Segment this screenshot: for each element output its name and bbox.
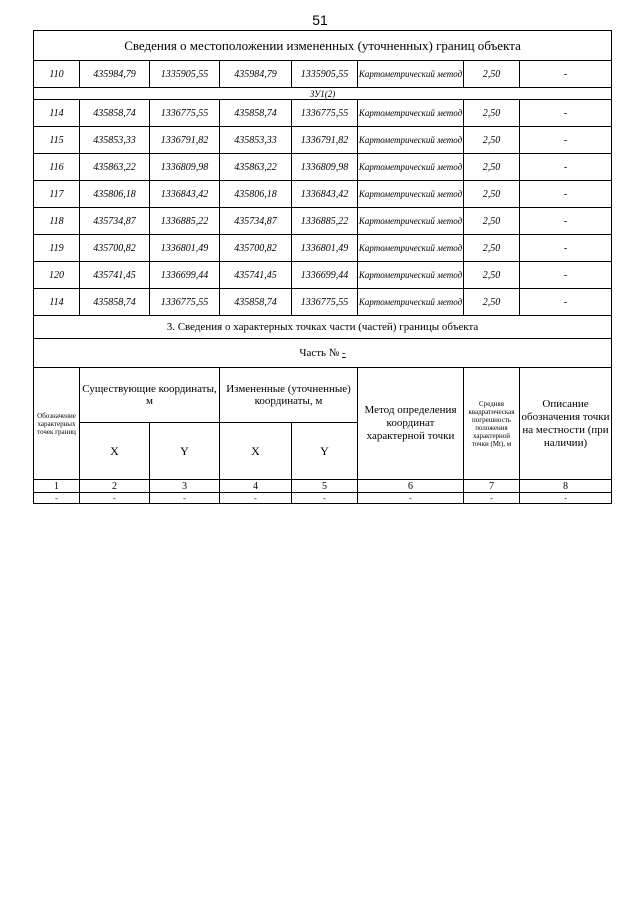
table-row (34, 61, 612, 88)
empty-cell: - (358, 493, 464, 504)
existing-x-cell: 435853,33 (80, 127, 150, 154)
description-cell: - (520, 61, 612, 88)
parcel-label-row (34, 88, 612, 100)
column-number: 6 (358, 480, 464, 493)
column-number: 1 (34, 480, 80, 493)
method-cell: Картометрический метод (358, 100, 464, 127)
existing-y-cell: 1336801,49 (150, 235, 220, 262)
section-title: Сведения о местоположении измененных (уточненных) границ объекта (34, 31, 612, 61)
point-number-cell: 110 (34, 61, 80, 88)
coordinates-table (33, 30, 612, 504)
header-existing-coords: Существующие координаты, м (80, 368, 220, 423)
table-row (34, 181, 612, 208)
changed-x-cell: 435853,33 (220, 127, 292, 154)
mt-cell: 2,50 (464, 262, 520, 289)
existing-x-cell: 435858,74 (80, 289, 150, 316)
changed-x-cell: 435734,87 (220, 208, 292, 235)
empty-cell: - (150, 493, 220, 504)
existing-y-cell: 1336843,42 (150, 181, 220, 208)
point-number-cell: 115 (34, 127, 80, 154)
table-row (34, 235, 612, 262)
header-mt: Средняя квадратическая погрешность положения характерной точки (Mt), м (464, 368, 520, 480)
description-cell: - (520, 262, 612, 289)
mt-cell: 2,50 (464, 208, 520, 235)
section3-title: 3. Сведения о характерных точках части (частей) границы объекта (34, 316, 612, 339)
table-row (34, 154, 612, 181)
header-method: Метод определения координат характерной точки (358, 368, 464, 480)
existing-x-cell: 435806,18 (80, 181, 150, 208)
column-number: 2 (80, 480, 150, 493)
table-row (34, 208, 612, 235)
method-cell: Картометрический метод (358, 235, 464, 262)
method-cell: Картометрический метод (358, 127, 464, 154)
empty-cell: - (292, 493, 358, 504)
method-cell: Картометрический метод (358, 61, 464, 88)
empty-cell: - (220, 493, 292, 504)
description-cell: - (520, 181, 612, 208)
empty-cell: - (34, 493, 80, 504)
existing-x-cell: 435741,45 (80, 262, 150, 289)
method-cell: Картометрический метод (358, 181, 464, 208)
changed-y-cell: 1336885,22 (292, 208, 358, 235)
point-number-cell: 114 (34, 100, 80, 127)
column-number: 8 (520, 480, 612, 493)
description-cell: - (520, 154, 612, 181)
changed-x-cell: 435984,79 (220, 61, 292, 88)
column-number: 5 (292, 480, 358, 493)
header-existing-y: Y (150, 423, 220, 480)
table-row (34, 127, 612, 154)
method-cell: Картометрический метод (358, 289, 464, 316)
changed-y-cell: 1336775,55 (292, 289, 358, 316)
changed-x-cell: 435858,74 (220, 100, 292, 127)
description-cell: - (520, 127, 612, 154)
method-cell: Картометрический метод (358, 262, 464, 289)
existing-x-cell: 435700,82 (80, 235, 150, 262)
changed-y-cell: 1336843,42 (292, 181, 358, 208)
empty-cell: - (464, 493, 520, 504)
changed-y-cell: 1336699,44 (292, 262, 358, 289)
mt-cell: 2,50 (464, 181, 520, 208)
existing-y-cell: 1336809,98 (150, 154, 220, 181)
point-number-cell: 114 (34, 289, 80, 316)
changed-x-cell: 435700,82 (220, 235, 292, 262)
existing-y-cell: 1336791,82 (150, 127, 220, 154)
table-row (34, 262, 612, 289)
header-changed-x: X (220, 423, 292, 480)
changed-y-cell: 1335905,55 (292, 61, 358, 88)
header-changed-y: Y (292, 423, 358, 480)
existing-x-cell: 435858,74 (80, 100, 150, 127)
existing-y-cell: 1335905,55 (150, 61, 220, 88)
existing-y-cell: 1336885,22 (150, 208, 220, 235)
mt-cell: 2,50 (464, 235, 520, 262)
method-cell: Картометрический метод (358, 208, 464, 235)
changed-x-cell: 435863,22 (220, 154, 292, 181)
page-number: 51 (312, 12, 328, 28)
mt-cell: 2,50 (464, 154, 520, 181)
part-label-cell (34, 339, 612, 368)
changed-y-cell: 1336791,82 (292, 127, 358, 154)
changed-x-cell: 435741,45 (220, 262, 292, 289)
header-existing-x: X (80, 423, 150, 480)
method-cell: Картометрический метод (358, 154, 464, 181)
changed-x-cell: 435858,74 (220, 289, 292, 316)
column-number: 4 (220, 480, 292, 493)
mt-cell: 2,50 (464, 100, 520, 127)
empty-cell: - (80, 493, 150, 504)
description-cell: - (520, 208, 612, 235)
existing-x-cell: 435984,79 (80, 61, 150, 88)
part-value: - (342, 347, 346, 359)
header-point-designation: Обозначение характерных точек границ (34, 368, 80, 480)
description-cell: - (520, 289, 612, 316)
changed-y-cell: 1336809,98 (292, 154, 358, 181)
column-number: 3 (150, 480, 220, 493)
changed-y-cell: 1336801,49 (292, 235, 358, 262)
mt-cell: 2,50 (464, 127, 520, 154)
table-row (34, 100, 612, 127)
changed-x-cell: 435806,18 (220, 181, 292, 208)
existing-y-cell: 1336775,55 (150, 289, 220, 316)
table-row (34, 493, 612, 504)
mt-cell: 2,50 (464, 289, 520, 316)
header-description: Описание обозначения точки на местности (при наличии) (520, 368, 612, 480)
description-cell: - (520, 235, 612, 262)
point-number-cell: 120 (34, 262, 80, 289)
existing-y-cell: 1336699,44 (150, 262, 220, 289)
parcel-label: ЗУ1(2) (34, 88, 612, 100)
existing-y-cell: 1336775,55 (150, 100, 220, 127)
empty-cell: - (520, 493, 612, 504)
header-changed-coords: Измененные (уточненные) координаты, м (220, 368, 358, 423)
point-number-cell: 118 (34, 208, 80, 235)
point-number-cell: 117 (34, 181, 80, 208)
column-number: 7 (464, 480, 520, 493)
mt-cell: 2,50 (464, 61, 520, 88)
point-number-cell: 116 (34, 154, 80, 181)
existing-x-cell: 435863,22 (80, 154, 150, 181)
description-cell: - (520, 100, 612, 127)
changed-y-cell: 1336775,55 (292, 100, 358, 127)
point-number-cell: 119 (34, 235, 80, 262)
table-row (34, 289, 612, 316)
existing-x-cell: 435734,87 (80, 208, 150, 235)
part-label: Часть № (299, 347, 340, 359)
